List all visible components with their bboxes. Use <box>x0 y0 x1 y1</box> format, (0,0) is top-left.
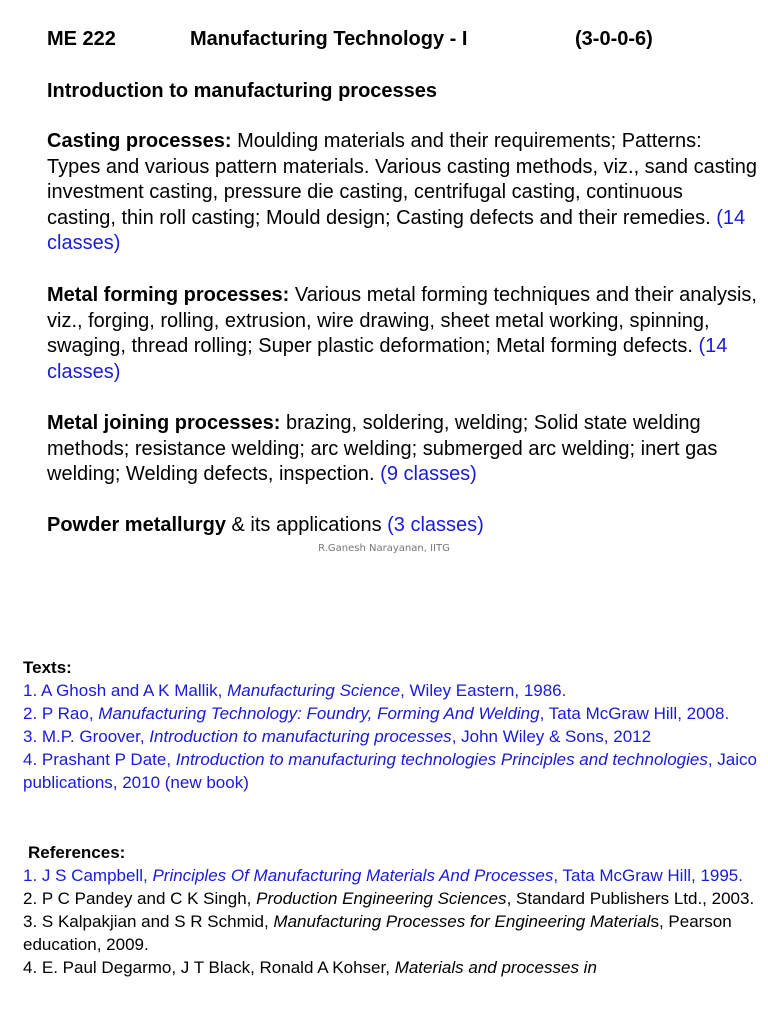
joining-text: brazing, soldering, welding; Solid state welding methods; resistance welding; arc welding; submerged arc welding; inert gas welding; Welding defects, inspection. <box>47 412 718 486</box>
casting-title: Casting processes: <box>47 130 232 152</box>
reference-item: 1. J S Campbell, Principles Of Manufacturing Materials And Processes, Tata McGraw Hill, 1995. <box>23 866 743 885</box>
references-title: References: <box>28 843 126 862</box>
powder-title: Powder metallurgy <box>47 514 226 536</box>
forming-title: Metal forming processes: <box>47 284 290 306</box>
joining-classes: (9 classes) <box>380 463 477 486</box>
reference-item: 2. P C Pandey and C K Singh, Production Engineering Sciences, Standard Publishers Ltd., 2003. <box>23 889 755 908</box>
forming-text: Various metal forming techniques and their analysis, viz., forging, rolling, extrusion, wire drawing, sheet metal working, spinning, swaging, thread rolling; Super plastic deformation; Metal forming defects. <box>47 284 757 358</box>
casting-classes: (14 classes) <box>47 206 746 255</box>
references-section <box>23 841 763 979</box>
casting-section <box>47 129 757 257</box>
text-item: 2. P Rao, Manufacturing Technology: Foundry, Forming And Welding, Tata McGraw Hill, 2008. <box>23 704 730 723</box>
text-item: 1. A Ghosh and A K Mallik, Manufacturing Science, Wiley Eastern, 1986. <box>23 681 567 700</box>
reference-item: 4. E. Paul Degarmo, J T Black, Ronald A Kohser, Materials and processes in <box>23 958 597 977</box>
course-title: Manufacturing Technology - I <box>190 28 468 50</box>
intro-heading: Introduction to manufacturing processes <box>47 80 438 102</box>
powder-text: & its applications <box>225 514 388 536</box>
forming-section <box>47 283 757 385</box>
texts-section <box>23 656 763 794</box>
reference-item: 3. S Kalpakjian and S R Schmid, Manufacturing Processes for Engineering Materials, Pearson education, 2009. <box>23 912 732 954</box>
casting-text: Moulding materials and their requirements; Patterns: Types and various pattern materials. Various casting methods, viz., sand casting investment casting, pressure die casting, centrifugal casting, continuous casting, thin roll casting; Mould design; Casting defects and their remedies. <box>47 130 757 229</box>
text-item: 4. Prashant P Date, Introduction to manufacturing technologies Principles and technologies, Jaico publications, 2010 (new book) <box>23 750 757 792</box>
course-code: ME 222 <box>47 28 116 50</box>
forming-classes: (14 classes) <box>47 335 728 383</box>
text-item: 3. M.P. Groover, Introduction to manufacturing processes, John Wiley & Sons, 2012 <box>23 727 652 746</box>
course-credits: (3-0-0-6) <box>575 28 653 50</box>
joining-section <box>47 411 757 488</box>
joining-title: Metal joining processes: <box>47 412 281 434</box>
slide-footer: R.Ganesh Narayanan, IITG <box>318 543 450 554</box>
powder-section <box>47 513 757 539</box>
texts-title: Texts: <box>23 658 72 677</box>
powder-classes: (3 classes) <box>387 514 484 536</box>
